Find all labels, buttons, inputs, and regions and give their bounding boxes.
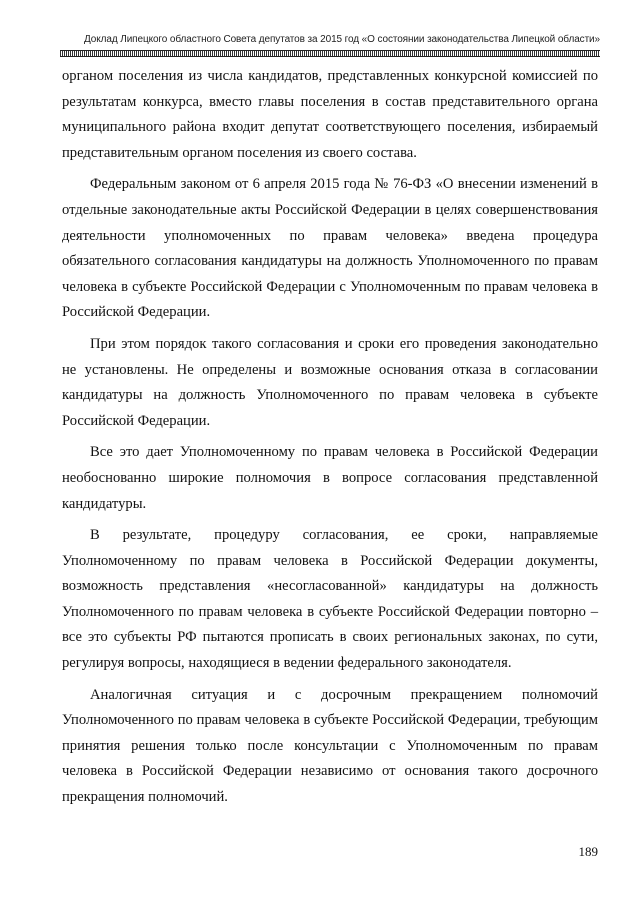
page-number: 189 [578, 844, 598, 859]
paragraph-continuation: органом поселения из числа кандидатов, представленных конкурсной комиссией по результатам конкурса, вместо главы поселения в состав представительного органа муниципального района входит депутат соответствующего поселения, избираемый представительным органом поселения из своего состава. [62, 68, 598, 161]
paragraph-procedure: При этом порядок такого согласования и сроки его проведения законодательно не установлены. Не определены и возможные основания отказа в согласовании кандидатуры на должность Уполномоченного по правам человека в субъекте Российской Федерации. [62, 335, 598, 429]
document-body [62, 64, 598, 817]
paragraph-federal-law: Федеральным законом от 6 апреля 2015 года № 76-ФЗ «О внесении изменений в отдельные законодательные акты Российской Федерации в целях совершенствования деятельности уполномоченных по правам человека» введена процедура обязательного согласования кандидатуры на должность Уполномоченного по правам человека в субъекте Российской Федерации с Уполномоченным по правам человека в Российской Федерации. [62, 176, 598, 321]
page-header [60, 34, 600, 57]
paragraph-result: В результате, процедуру согласования, ее сроки, направляемые Уполномоченному по правам человека в Российской Федерации документы, возможность представления «несогласованной» кандидатуры на должность Уполномоченного по правам человека в субъекте Российской Федерации повторно – все это субъекты РФ пытаются прописать в своих региональных законах, по сути, регулируя вопросы, находящиеся в ведении федерального законодателя. [62, 527, 598, 672]
paragraph-termination: Аналогичная ситуация и с досрочным прекращением полномочий Уполномоченного по правам человека в субъекте Российской Федерации, требующим принятия решения только после консультации с Уполномоченным по правам человека в Российской Федерации независимо от основания такого досрочного прекращения полномочий. [62, 686, 598, 806]
paragraph-powers: Все это дает Уполномоченному по правам человека в Российской Федерации необоснованно широкие полномочия в вопросе согласования представленной кандидатуры. [62, 444, 598, 512]
header-rule [60, 50, 600, 57]
running-header-title: Доклад Липецкого областного Совета депутатов за 2015 год «О состоянии законодательства Липецкой области» [83, 34, 600, 45]
